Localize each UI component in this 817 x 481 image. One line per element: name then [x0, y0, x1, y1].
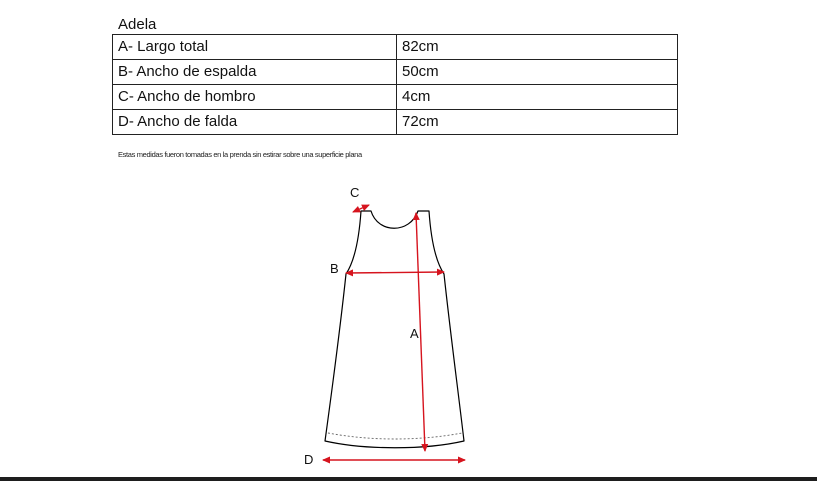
measurement-value: 50cm: [397, 60, 678, 85]
measurement-value: 4cm: [397, 85, 678, 110]
measurement-label: C- Ancho de hombro: [113, 85, 397, 110]
measurement-label: D- Ancho de falda: [113, 110, 397, 135]
label-a: A: [410, 326, 419, 341]
label-b: B: [330, 261, 339, 276]
measurement-value: 72cm: [397, 110, 678, 135]
measure-b-line: [346, 272, 444, 273]
measurement-note: Estas medidas fueron tomadas en la prenda sin estirar sobre una superficie plana: [118, 150, 362, 159]
label-c: C: [350, 185, 360, 200]
measurement-label: B- Ancho de espalda: [113, 60, 397, 85]
dress-outline: [325, 211, 464, 448]
measurement-value: 82cm: [397, 35, 678, 60]
garment-title: Adela: [118, 16, 157, 33]
measurement-label: A- Largo total: [113, 35, 397, 60]
label-d: D: [304, 452, 314, 467]
bottom-bar: [0, 477, 817, 481]
